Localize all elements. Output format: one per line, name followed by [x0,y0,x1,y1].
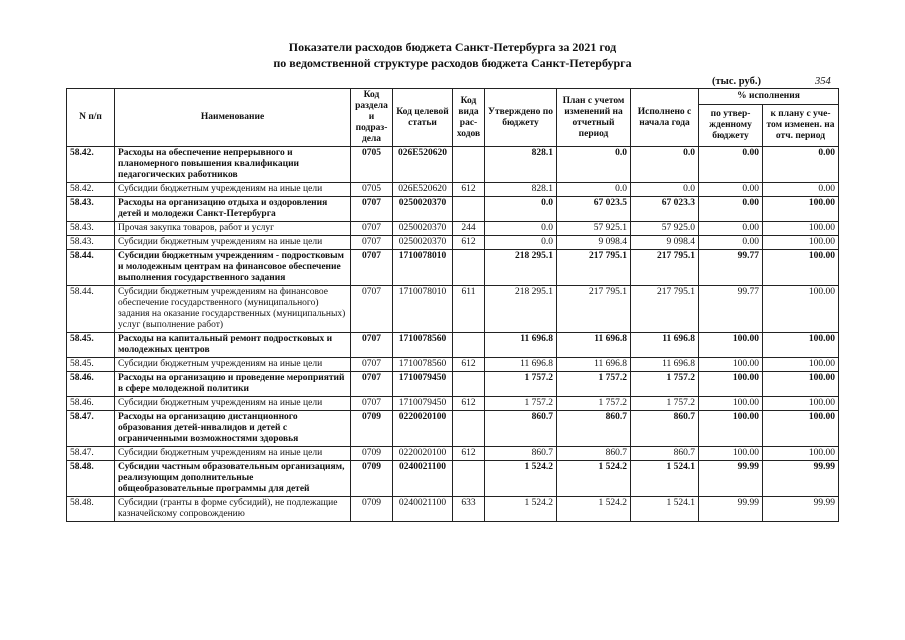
row-percent-plan: 100.00 [763,358,839,372]
row-approved: 1 757.2 [485,397,557,411]
row-name: Субсидии частным образовательным организациям, реализующим дополнительные общеобразовательные программы для детей [115,461,351,497]
row-number: 58.43. [67,236,115,250]
row-statya: 0250020370 [393,236,453,250]
row-number: 58.43. [67,222,115,236]
table-row [67,358,839,372]
table-row [67,236,839,250]
row-statya: 0250020370 [393,222,453,236]
row-percent-approved: 100.00 [699,447,763,461]
page-number: 354 [815,76,831,87]
row-number: 58.42. [67,183,115,197]
table-row [67,197,839,222]
row-percent-approved: 0.00 [699,147,763,183]
table-row [67,397,839,411]
row-number: 58.46. [67,372,115,397]
row-vid: 612 [453,397,485,411]
row-percent-approved: 100.00 [699,333,763,358]
header-approved: Утверждено по бюджету [485,89,557,147]
row-percent-approved: 0.00 [699,197,763,222]
row-approved: 1 524.2 [485,497,557,522]
row-plan: 1 524.2 [557,497,631,522]
report-title-line1: Показатели расходов бюджета Санкт-Петербурга за 2021 год [288,40,617,54]
table-row [67,286,839,333]
row-executed: 860.7 [631,411,699,447]
row-executed: 11 696.8 [631,358,699,372]
row-approved: 0.0 [485,197,557,222]
row-plan: 217 795.1 [557,286,631,333]
row-statya: 026E520620 [393,147,453,183]
row-percent-approved: 100.00 [699,358,763,372]
row-percent-approved: 0.00 [699,222,763,236]
row-razdel: 0707 [351,397,393,411]
row-executed: 217 795.1 [631,250,699,286]
header-plan: План с учетом изменений на отчетный период [557,89,631,147]
row-statya: 0240021100 [393,497,453,522]
row-executed: 1 757.2 [631,372,699,397]
row-statya: 1710079450 [393,397,453,411]
row-percent-plan: 100.00 [763,197,839,222]
row-approved: 218 295.1 [485,286,557,333]
row-vid: 612 [453,447,485,461]
row-razdel: 0707 [351,286,393,333]
row-vid: 611 [453,286,485,333]
row-vid [453,147,485,183]
row-plan: 860.7 [557,447,631,461]
table-body [67,147,839,522]
row-vid [453,372,485,397]
report-title-line2: по ведомственной структуре расходов бюджета Санкт-Петербурга [273,56,632,70]
row-name: Субсидии бюджетным учреждениям на иные цели [115,358,351,372]
row-name: Субсидии (гранты в форме субсидий), не подлежащие казначейскому сопровождению [115,497,351,522]
row-approved: 860.7 [485,447,557,461]
row-razdel: 0707 [351,372,393,397]
row-statya: 0240021100 [393,461,453,497]
row-vid [453,461,485,497]
header-percent: % исполнения [699,89,839,105]
row-statya: 0250020370 [393,197,453,222]
table-row [67,333,839,358]
row-name: Субсидии бюджетным учреждениям на иные цели [115,183,351,197]
row-name: Расходы на организацию и проведение мероприятий в сфере молодежной политики [115,372,351,397]
row-name: Расходы на организацию отдыха и оздоровления детей и молодежи Санкт-Петербурга [115,197,351,222]
row-vid [453,411,485,447]
row-executed: 0.0 [631,147,699,183]
row-executed: 57 925.0 [631,222,699,236]
table-row [67,222,839,236]
row-plan: 1 757.2 [557,372,631,397]
row-plan: 1 757.2 [557,397,631,411]
row-number: 58.47. [67,411,115,447]
row-plan: 0.0 [557,183,631,197]
row-approved: 11 696.8 [485,333,557,358]
row-approved: 828.1 [485,183,557,197]
row-percent-plan: 100.00 [763,411,839,447]
header-percent-approved: по утвер- жденному бюджету [699,105,763,147]
header-razdel: Код раздела и подраз- дела [351,89,393,147]
row-name: Субсидии бюджетным учреждениям на финансовое обеспечение государственного (муниципального) задания на оказание государственных (муниципальных) услуг (выполнение работ) [115,286,351,333]
header-vid: Код вида рас- ходов [453,89,485,147]
row-approved: 1 524.2 [485,461,557,497]
row-name: Расходы на организацию дистанционного образования детей-инвалидов и детей с ограниченными возможностями здоровья [115,411,351,447]
row-statya: 1710078010 [393,286,453,333]
row-percent-approved: 99.99 [699,461,763,497]
row-percent-approved: 99.77 [699,250,763,286]
row-executed: 217 795.1 [631,286,699,333]
header-n: N п/п [67,89,115,147]
row-statya: 1710078560 [393,358,453,372]
row-plan: 11 696.8 [557,333,631,358]
row-percent-plan: 0.00 [763,147,839,183]
row-executed: 67 023.3 [631,197,699,222]
row-name: Субсидии бюджетным учреждениям - подростковым и молодежным центрам на финансовое обеспечение выполнения государственного задания [115,250,351,286]
row-number: 58.47. [67,447,115,461]
header-statya: Код целевой статьи [393,89,453,147]
table-row [67,147,839,183]
row-statya: 1710079450 [393,372,453,397]
row-statya: 0220020100 [393,411,453,447]
row-percent-approved: 0.00 [699,236,763,250]
row-approved: 0.0 [485,222,557,236]
row-vid: 612 [453,183,485,197]
row-name: Субсидии бюджетным учреждениям на иные цели [115,236,351,250]
row-plan: 9 098.4 [557,236,631,250]
row-razdel: 0709 [351,497,393,522]
row-percent-plan: 100.00 [763,286,839,333]
row-plan: 860.7 [557,411,631,447]
row-plan: 57 925.1 [557,222,631,236]
row-executed: 11 696.8 [631,333,699,358]
row-vid: 633 [453,497,485,522]
row-percent-plan: 99.99 [763,461,839,497]
row-approved: 860.7 [485,411,557,447]
row-percent-plan: 100.00 [763,222,839,236]
row-percent-plan: 100.00 [763,236,839,250]
row-number: 58.42. [67,147,115,183]
row-executed: 9 098.4 [631,236,699,250]
row-vid: 244 [453,222,485,236]
row-number: 58.44. [67,286,115,333]
row-percent-plan: 0.00 [763,183,839,197]
row-number: 58.43. [67,197,115,222]
row-razdel: 0705 [351,183,393,197]
row-percent-approved: 100.00 [699,372,763,397]
unit-label: (тыс. руб.) [712,76,761,87]
row-percent-plan: 99.99 [763,497,839,522]
expenditure-table [66,88,839,522]
table-row [67,250,839,286]
row-number: 58.48. [67,497,115,522]
header-executed: Исполнено с начала года [631,89,699,147]
row-executed: 1 757.2 [631,397,699,411]
row-approved: 11 696.8 [485,358,557,372]
row-vid [453,197,485,222]
row-executed: 860.7 [631,447,699,461]
row-plan: 67 023.5 [557,197,631,222]
table-row [67,447,839,461]
row-executed: 0.0 [631,183,699,197]
row-razdel: 0707 [351,358,393,372]
row-executed: 1 524.1 [631,461,699,497]
row-statya: 1710078010 [393,250,453,286]
row-vid: 612 [453,236,485,250]
header-name: Наименование [115,89,351,147]
row-number: 58.45. [67,358,115,372]
row-razdel: 0709 [351,461,393,497]
row-razdel: 0707 [351,197,393,222]
row-statya: 0220020100 [393,447,453,461]
row-vid: 612 [453,358,485,372]
row-percent-approved: 0.00 [699,183,763,197]
row-percent-plan: 100.00 [763,397,839,411]
row-vid [453,333,485,358]
table-row [67,461,839,497]
header-percent-plan: к плану с уче- том изменен. на отч. период [763,105,839,147]
row-plan: 217 795.1 [557,250,631,286]
row-name: Субсидии бюджетным учреждениям на иные цели [115,447,351,461]
row-vid [453,250,485,286]
row-percent-plan: 100.00 [763,333,839,358]
row-number: 58.44. [67,250,115,286]
row-number: 58.48. [67,461,115,497]
row-approved: 218 295.1 [485,250,557,286]
row-razdel: 0707 [351,222,393,236]
row-statya: 026E520620 [393,183,453,197]
row-name: Субсидии бюджетным учреждениям на иные цели [115,397,351,411]
row-percent-plan: 100.00 [763,447,839,461]
row-percent-approved: 100.00 [699,411,763,447]
row-executed: 1 524.1 [631,497,699,522]
row-approved: 0.0 [485,236,557,250]
row-approved: 828.1 [485,147,557,183]
row-razdel: 0709 [351,447,393,461]
row-plan: 1 524.2 [557,461,631,497]
row-approved: 1 757.2 [485,372,557,397]
row-percent-approved: 99.77 [699,286,763,333]
row-plan: 11 696.8 [557,358,631,372]
row-razdel: 0707 [351,333,393,358]
row-percent-approved: 100.00 [699,397,763,411]
table-row [67,372,839,397]
row-razdel: 0705 [351,147,393,183]
table-row [67,411,839,447]
row-statya: 1710078560 [393,333,453,358]
table-row [67,183,839,197]
row-name: Расходы на обеспечение непрерывного и планомерного повышения квалификации педагогических работников [115,147,351,183]
row-razdel: 0707 [351,250,393,286]
row-percent-approved: 99.99 [699,497,763,522]
row-number: 58.46. [67,397,115,411]
row-percent-plan: 100.00 [763,372,839,397]
row-number: 58.45. [67,333,115,358]
row-razdel: 0707 [351,236,393,250]
row-percent-plan: 100.00 [763,250,839,286]
table-row [67,497,839,522]
row-name: Прочая закупка товаров, работ и услуг [115,222,351,236]
row-plan: 0.0 [557,147,631,183]
row-name: Расходы на капитальный ремонт подростковых и молодежных центров [115,333,351,358]
row-razdel: 0709 [351,411,393,447]
